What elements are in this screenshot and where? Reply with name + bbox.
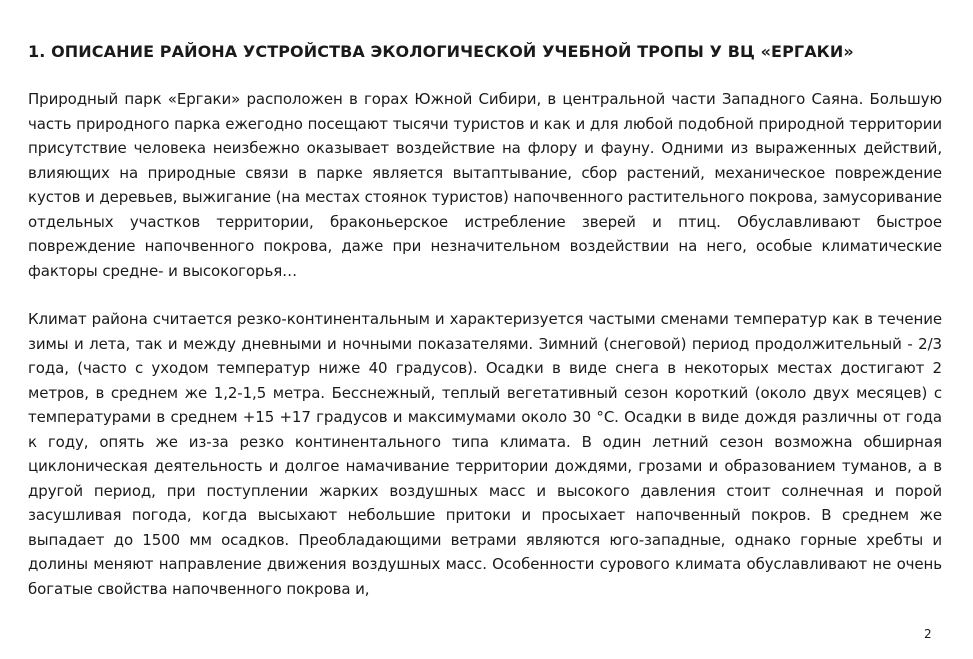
- section-heading: 1. ОПИСАНИЕ РАЙОНА УСТРОЙСТВА ЭКОЛОГИЧЕСКОЙ УЧЕБНОЙ ТРОПЫ У ВЦ «ЕРГАКИ»: [28, 42, 854, 61]
- page-number: 2: [924, 627, 932, 641]
- paragraph-park-description: Природный парк «Ергаки» расположен в горах Южной Сибири, в центральной части Западного Саяна. Большую часть природного парка ежегодно посещают тысячи туристов и как и для любой подобной природной территории присутствие человека неизбежно оказывает воздействие на флору и фауну. Одними из выраженных действий, влияющих на природные связи в парке является вытаптывание, сбор растений, механическое повреждение кустов и деревьев, выжигание (на местах стоянок туристов) напочвенного растительного покрова, замусоривание отдельных участков территории, браконьерское истребление зверей и птиц. Обуславливают быстрое повреждение напочвенного покрова, даже при незначительном воздействии на него, особые климатические факторы средне- и высокогорья…: [28, 90, 942, 280]
- paragraph-climate: Климат района считается резко-континентальным и характеризуется частыми сменами температур как в течение зимы и лета, так и между дневными и ночными показателями. Зимний (снеговой) период продолжительный - 2/3 года, (часто с уходом температур ниже 40 градусов). Осадки в виде снега в некоторых местах достигают 2 метров, в среднем же 1,2-1,5 метра. Бесснежный, теплый вегетативный сезон короткий (около двух месяцев) с температурами в среднем +15 +17 градусов и максимумами около 30 °С. Осадки в виде дождя различны от года к году, опять же из-за резко континентального типа климата. В один летний сезон возможна обширная циклоническая деятельность и долгое намачивание территории дождями, грозами и образованием туманов, а в другой период, при поступлении жарких воздушных масс и высокого давления стоит солнечная и порой засушливая погода, когда высыхают небольшие притоки и просыхает напочвенный покров. В среднем же выпадает до 1500 мм осадков. Преобладающими ветрами являются юго-западные, однако горные хребты и долины меняют направление движения воздушных масс. Особенности сурового климата обуславливают не очень богатые свойства напочвенного покрова и,: [28, 310, 942, 598]
